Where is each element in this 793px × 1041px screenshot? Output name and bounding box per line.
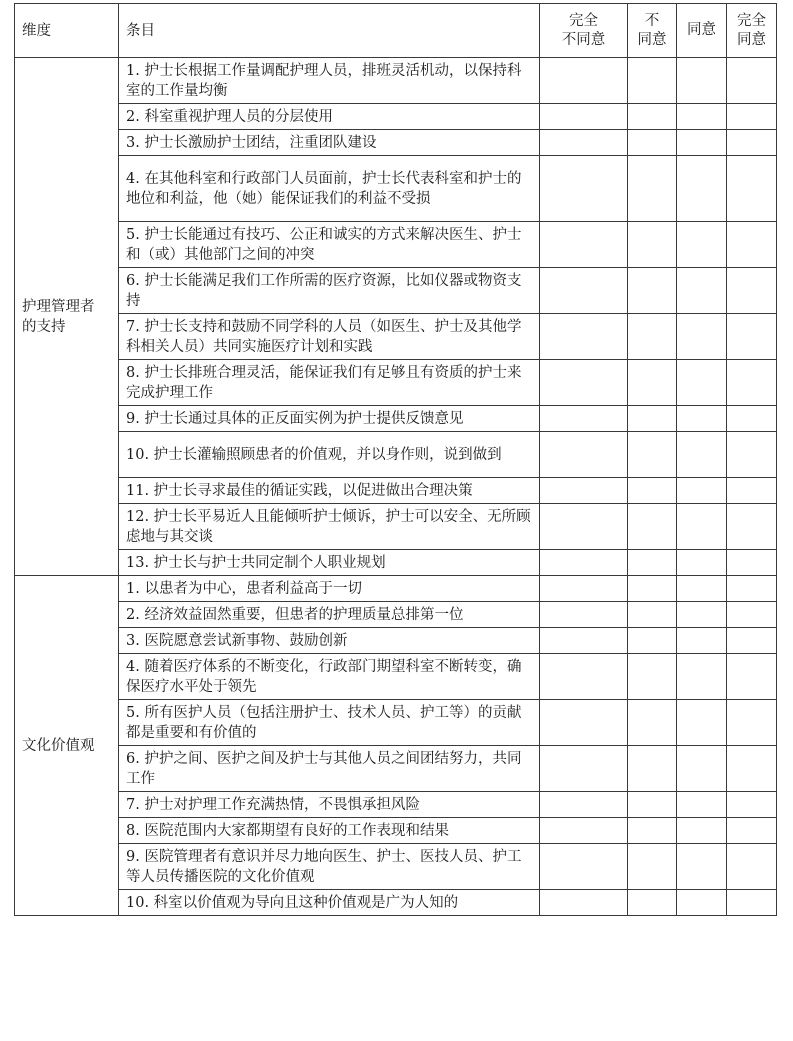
rating-cell-agree[interactable]	[677, 628, 727, 654]
rating-cell-strongly-agree[interactable]	[727, 576, 777, 602]
rating-cell-disagree[interactable]	[628, 628, 677, 654]
dimension-cell-cultural-values	[15, 576, 119, 916]
rating-cell-strongly-disagree[interactable]	[540, 576, 628, 602]
rating-cell-strongly-disagree[interactable]	[540, 746, 628, 792]
rating-cell-disagree[interactable]	[628, 222, 677, 268]
rating-cell-strongly-agree[interactable]	[727, 360, 777, 406]
rating-cell-agree[interactable]	[677, 844, 727, 890]
rating-cell-strongly-agree[interactable]	[727, 406, 777, 432]
rating-cell-agree[interactable]	[677, 792, 727, 818]
rating-cell-strongly-disagree[interactable]	[540, 314, 628, 360]
rating-cell-disagree[interactable]	[628, 406, 677, 432]
item-text: 9. 医院管理者有意识并尽力地向医生、护士、医技人员、护工等人员传播医院的文化价值观	[119, 844, 540, 890]
strongly-disagree-line1: 完全	[569, 12, 598, 29]
dimension-cell-management-support	[15, 58, 119, 576]
rating-cell-disagree[interactable]	[628, 654, 677, 700]
rating-cell-strongly-agree[interactable]	[727, 104, 777, 130]
item-text: 1. 以患者为中心，患者利益高于一切	[119, 576, 540, 602]
rating-cell-strongly-agree[interactable]	[727, 504, 777, 550]
item-text: 2. 科室重视护理人员的分层使用	[119, 104, 540, 130]
rating-cell-strongly-disagree[interactable]	[540, 130, 628, 156]
rating-cell-strongly-disagree[interactable]	[540, 156, 628, 222]
rating-cell-disagree[interactable]	[628, 504, 677, 550]
rating-cell-disagree[interactable]	[628, 818, 677, 844]
header-row	[15, 4, 777, 58]
rating-cell-disagree[interactable]	[628, 478, 677, 504]
item-text: 10. 护士长灌输照顾患者的价值观，并以身作则，说到做到	[119, 432, 540, 478]
rating-cell-agree[interactable]	[677, 478, 727, 504]
table-row	[15, 628, 777, 654]
rating-cell-disagree[interactable]	[628, 130, 677, 156]
rating-cell-strongly-disagree[interactable]	[540, 654, 628, 700]
rating-cell-agree[interactable]	[677, 746, 727, 792]
item-text: 6. 护护之间、医护之间及护士与其他人员之间团结努力，共同工作	[119, 746, 540, 792]
rating-cell-disagree[interactable]	[628, 104, 677, 130]
item-text: 6. 护士长能满足我们工作所需的医疗资源，比如仪器或物资支持	[119, 268, 540, 314]
rating-cell-strongly-agree[interactable]	[727, 478, 777, 504]
table-row	[15, 890, 777, 916]
agree-header: 同意	[677, 4, 727, 58]
table-row	[15, 406, 777, 432]
rating-cell-disagree[interactable]	[628, 700, 677, 746]
rating-cell-strongly-disagree[interactable]	[540, 406, 628, 432]
rating-cell-agree[interactable]	[677, 550, 727, 576]
table-row	[15, 504, 777, 550]
disagree-line1: 不	[644, 12, 660, 29]
table-row	[15, 576, 777, 602]
table-row	[15, 360, 777, 406]
rating-cell-strongly-agree[interactable]	[727, 654, 777, 700]
rating-cell-disagree[interactable]	[628, 602, 677, 628]
rating-cell-agree[interactable]	[677, 406, 727, 432]
rating-cell-strongly-agree[interactable]	[727, 700, 777, 746]
rating-cell-strongly-agree[interactable]	[727, 628, 777, 654]
rating-cell-disagree[interactable]	[628, 550, 677, 576]
rating-cell-strongly-agree[interactable]	[727, 58, 777, 104]
table-row	[15, 478, 777, 504]
rating-cell-agree[interactable]	[677, 104, 727, 130]
rating-cell-agree[interactable]	[677, 504, 727, 550]
rating-cell-strongly-disagree[interactable]	[540, 890, 628, 916]
item-text: 4. 在其他科室和行政部门人员面前，护士长代表科室和护士的地位和利益，他（她）能保证我们的利益不受损	[119, 156, 540, 222]
item-text: 7. 护士对护理工作充满热情，不畏惧承担风险	[119, 792, 540, 818]
rating-cell-disagree[interactable]	[628, 844, 677, 890]
item-text: 1. 护士长根据工作量调配护理人员，排班灵活机动，以保持科室的工作量均衡	[119, 58, 540, 104]
rating-cell-disagree[interactable]	[628, 792, 677, 818]
rating-cell-strongly-agree[interactable]	[727, 818, 777, 844]
item-text: 11. 护士长寻求最佳的循证实践，以促进做出合理决策	[119, 478, 540, 504]
rating-cell-strongly-disagree[interactable]	[540, 360, 628, 406]
rating-cell-agree[interactable]	[677, 314, 727, 360]
rating-cell-strongly-agree[interactable]	[727, 130, 777, 156]
strongly-agree-header	[727, 4, 777, 58]
rating-cell-strongly-disagree[interactable]	[540, 58, 628, 104]
item-text: 5. 所有医护人员（包括注册护士、技术人员、护工等）的贡献都是重要和有价值的	[119, 700, 540, 746]
rating-cell-strongly-agree[interactable]	[727, 550, 777, 576]
table-row	[15, 58, 777, 104]
disagree-header	[628, 4, 677, 58]
rating-cell-strongly-disagree[interactable]	[540, 550, 628, 576]
rating-cell-strongly-agree[interactable]	[727, 222, 777, 268]
rating-cell-agree[interactable]	[677, 58, 727, 104]
rating-cell-agree[interactable]	[677, 654, 727, 700]
item-text: 4. 随着医疗体系的不断变化，行政部门期望科室不断转变，确保医疗水平处于领先	[119, 654, 540, 700]
table-row	[15, 844, 777, 890]
rating-cell-disagree[interactable]	[628, 314, 677, 360]
item-text: 3. 护士长激励护士团结，注重团队建设	[119, 130, 540, 156]
rating-cell-strongly-agree[interactable]	[727, 432, 777, 478]
item-text: 3. 医院愿意尝试新事物、鼓励创新	[119, 628, 540, 654]
dimension-header: 维度	[15, 4, 119, 58]
rating-cell-agree[interactable]	[677, 576, 727, 602]
rating-cell-strongly-agree[interactable]	[727, 268, 777, 314]
rating-cell-agree[interactable]	[677, 890, 727, 916]
rating-cell-strongly-disagree[interactable]	[540, 432, 628, 478]
rating-cell-agree[interactable]	[677, 360, 727, 406]
rating-cell-strongly-agree[interactable]	[727, 602, 777, 628]
item-text: 8. 医院范围内大家都期望有良好的工作表现和结果	[119, 818, 540, 844]
strongly-agree-line1: 完全	[737, 12, 766, 29]
table-row	[15, 700, 777, 746]
rating-cell-disagree[interactable]	[628, 360, 677, 406]
table-row	[15, 432, 777, 478]
table-row	[15, 550, 777, 576]
item-text: 10. 科室以价值观为导向且这种价值观是广为人知的	[119, 890, 540, 916]
table-row	[15, 792, 777, 818]
table-row	[15, 104, 777, 130]
table-row	[15, 314, 777, 360]
rating-cell-agree[interactable]	[677, 268, 727, 314]
rating-cell-strongly-disagree[interactable]	[540, 602, 628, 628]
item-text: 13. 护士长与护士共同定制个人职业规划	[119, 550, 540, 576]
rating-cell-strongly-disagree[interactable]	[540, 844, 628, 890]
rating-cell-disagree[interactable]	[628, 432, 677, 478]
rating-cell-disagree[interactable]	[628, 268, 677, 314]
rating-cell-strongly-agree[interactable]	[727, 890, 777, 916]
table-row	[15, 130, 777, 156]
rating-cell-strongly-agree[interactable]	[727, 844, 777, 890]
dimension-label-line2: 的支持	[22, 318, 66, 335]
rating-cell-disagree[interactable]	[628, 890, 677, 916]
rating-cell-agree[interactable]	[677, 222, 727, 268]
rating-cell-strongly-disagree[interactable]	[540, 104, 628, 130]
rating-cell-disagree[interactable]	[628, 156, 677, 222]
rating-cell-agree[interactable]	[677, 602, 727, 628]
rating-cell-disagree[interactable]	[628, 576, 677, 602]
rating-cell-strongly-disagree[interactable]	[540, 818, 628, 844]
disagree-line2: 同意	[637, 31, 667, 48]
strongly-agree-line2: 同意	[737, 31, 766, 48]
rating-cell-strongly-agree[interactable]	[727, 746, 777, 792]
table-row	[15, 268, 777, 314]
rating-cell-strongly-disagree[interactable]	[540, 504, 628, 550]
survey-table	[14, 3, 777, 916]
item-text: 8. 护士长排班合理灵活，能保证我们有足够且有资质的护士来完成护理工作	[119, 360, 540, 406]
rating-cell-strongly-disagree[interactable]	[540, 700, 628, 746]
item-text: 5. 护士长能通过有技巧、公正和诚实的方式来解决医生、护士和（或）其他部门之间的冲突	[119, 222, 540, 268]
item-text: 9. 护士长通过具体的正反面实例为护士提供反馈意见	[119, 406, 540, 432]
rating-cell-strongly-agree[interactable]	[727, 314, 777, 360]
table-row	[15, 746, 777, 792]
table-row	[15, 654, 777, 700]
item-text: 7. 护士长支持和鼓励不同学科的人员（如医生、护士及其他学科相关人员）共同实施医疗计划和实践	[119, 314, 540, 360]
rating-cell-strongly-disagree[interactable]	[540, 628, 628, 654]
rating-cell-agree[interactable]	[677, 700, 727, 746]
rating-cell-strongly-disagree[interactable]	[540, 792, 628, 818]
rating-cell-strongly-agree[interactable]	[727, 156, 777, 222]
table-row	[15, 818, 777, 844]
dimension-label-line1: 护理管理者	[22, 298, 95, 315]
rating-cell-strongly-disagree[interactable]	[540, 222, 628, 268]
table-row	[15, 222, 777, 268]
rating-cell-strongly-agree[interactable]	[727, 792, 777, 818]
strongly-disagree-header	[540, 4, 628, 58]
rating-cell-agree[interactable]	[677, 818, 727, 844]
table-row	[15, 602, 777, 628]
rating-cell-agree[interactable]	[677, 432, 727, 478]
table-row	[15, 156, 777, 222]
rating-cell-strongly-disagree[interactable]	[540, 478, 628, 504]
rating-cell-disagree[interactable]	[628, 58, 677, 104]
item-header: 条目	[119, 4, 540, 58]
strongly-disagree-line2: 不同意	[561, 31, 606, 48]
item-text: 12. 护士长平易近人且能倾听护士倾诉，护士可以安全、无所顾虑地与其交谈	[119, 504, 540, 550]
rating-cell-strongly-disagree[interactable]	[540, 268, 628, 314]
rating-cell-agree[interactable]	[677, 130, 727, 156]
item-text: 2. 经济效益固然重要，但患者的护理质量总排第一位	[119, 602, 540, 628]
rating-cell-agree[interactable]	[677, 156, 727, 222]
rating-cell-disagree[interactable]	[628, 746, 677, 792]
dimension-label-line1: 文化价值观	[22, 737, 95, 754]
